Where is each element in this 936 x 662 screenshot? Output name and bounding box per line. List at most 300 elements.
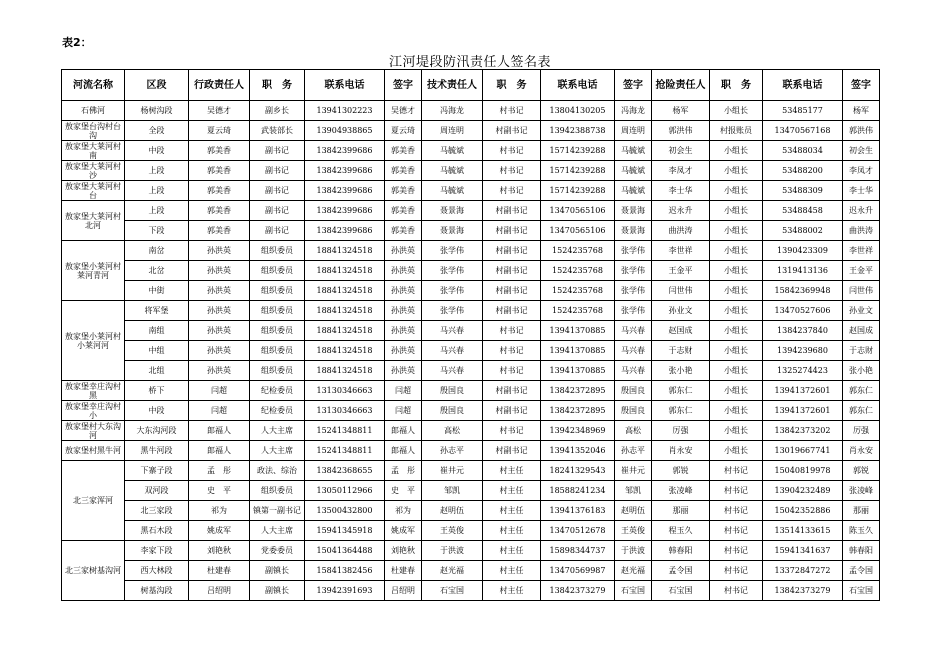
admin-person-cell: 史 平 [189, 481, 250, 501]
tech-signature-cell: 马毓斌 [615, 181, 652, 201]
tech-phone-cell: 13941370885 [541, 361, 615, 381]
section-cell: 下寨子段 [125, 461, 189, 481]
admin-person-cell: 姚成军 [189, 521, 250, 541]
rescue-phone-cell: 13904232489 [763, 481, 843, 501]
admin-position-cell: 镇第一副书记 [250, 501, 305, 521]
tech-phone-cell: 13941370885 [541, 341, 615, 361]
admin-person-cell: 吴德才 [189, 101, 250, 121]
section-cell: 下段 [125, 221, 189, 241]
admin-position-cell: 副乡长 [250, 101, 305, 121]
tech-person-cell: 殷国良 [422, 401, 483, 421]
tech-signature-cell: 崔井元 [615, 461, 652, 481]
river-name: 敖家堡大莱河村台 [65, 181, 121, 200]
tech-position-cell: 村副书记 [483, 441, 541, 461]
rescue-signature-cell: 孙业文 [843, 301, 880, 321]
header-tech-phone: 联系电话 [541, 70, 615, 101]
tech-person-cell: 赵光福 [422, 561, 483, 581]
admin-person-cell: 祁为 [189, 501, 250, 521]
tech-phone-cell: 15714239288 [541, 141, 615, 161]
table-row [62, 341, 880, 361]
table-row [62, 321, 880, 341]
tech-person-cell: 殷国良 [422, 381, 483, 401]
rescue-signature-cell: 张凌峰 [843, 481, 880, 501]
rescue-phone-cell: 1325274423 [763, 361, 843, 381]
tech-signature-cell: 冯海龙 [615, 101, 652, 121]
rescue-position-cell: 村书记 [710, 581, 763, 601]
table-row [62, 581, 880, 601]
table-row [62, 121, 880, 141]
tech-signature-cell: 赵光福 [615, 561, 652, 581]
rescue-position-cell: 村书记 [710, 561, 763, 581]
section-cell: 杨树沟段 [125, 101, 189, 121]
rescue-person-cell: 李凤才 [652, 161, 710, 181]
admin-phone-cell: 15241348811 [305, 441, 385, 461]
admin-phone-cell: 18841324518 [305, 341, 385, 361]
page-title: 江河堤段防汛责任人签名表 [389, 55, 552, 70]
table-number-label: 表2： [62, 36, 92, 49]
admin-position-cell: 人大主席 [250, 521, 305, 541]
section-cell: 上段 [125, 181, 189, 201]
admin-position-cell: 组织委员 [250, 241, 305, 261]
admin-signature-cell: 郭美香 [385, 201, 422, 221]
rescue-signature-cell: 张小艳 [843, 361, 880, 381]
admin-signature-cell: 吕绍明 [385, 581, 422, 601]
rescue-signature-cell: 闫世伟 [843, 281, 880, 301]
rescue-position-cell: 村书记 [710, 481, 763, 501]
responsibility-table [61, 69, 880, 601]
section-cell: 北三家段 [125, 501, 189, 521]
river-name-cell [62, 181, 125, 201]
river-name: 敖家堡小莱河村小莱河河 [65, 331, 121, 350]
tech-phone-cell: 15714239288 [541, 161, 615, 181]
rescue-person-cell: 孟令国 [652, 561, 710, 581]
rescue-position-cell: 小组长 [710, 341, 763, 361]
admin-position-cell: 纪检委员 [250, 401, 305, 421]
admin-position-cell: 人大主席 [250, 421, 305, 441]
tech-position-cell: 村书记 [483, 181, 541, 201]
river-name: 敖家堡大莱河村南 [65, 141, 121, 160]
river-name: 敖家堡村黑牛河 [65, 446, 121, 455]
tech-phone-cell: 1524235768 [541, 281, 615, 301]
admin-person-cell: 杜建春 [189, 561, 250, 581]
tech-signature-cell: 殷国良 [615, 381, 652, 401]
rescue-position-cell: 小组长 [710, 421, 763, 441]
tech-person-cell: 赵明伍 [422, 501, 483, 521]
rescue-person-cell: 李世祥 [652, 241, 710, 261]
section-cell: 桥下 [125, 381, 189, 401]
tech-phone-cell: 13842372895 [541, 401, 615, 421]
rescue-person-cell: 郭洪伟 [652, 121, 710, 141]
rescue-position-cell: 小组长 [710, 361, 763, 381]
tech-person-cell: 王英俊 [422, 521, 483, 541]
admin-position-cell: 组织委员 [250, 361, 305, 381]
table-row [62, 181, 880, 201]
rescue-phone-cell: 13842373279 [763, 581, 843, 601]
rescue-signature-cell: 肖永安 [843, 441, 880, 461]
admin-person-cell: 闫超 [189, 401, 250, 421]
rescue-signature-cell: 石宝国 [843, 581, 880, 601]
tech-person-cell: 张学伟 [422, 261, 483, 281]
admin-signature-cell: 杜建春 [385, 561, 422, 581]
rescue-signature-cell: 王金平 [843, 261, 880, 281]
admin-signature-cell: 郭美香 [385, 141, 422, 161]
rescue-position-cell: 小组长 [710, 281, 763, 301]
admin-signature-cell: 郎福人 [385, 421, 422, 441]
rescue-person-cell: 闫世伟 [652, 281, 710, 301]
tech-signature-cell: 马兴春 [615, 341, 652, 361]
rescue-signature-cell: 杨军 [843, 101, 880, 121]
rescue-phone-cell: 13372847272 [763, 561, 843, 581]
rescue-signature-cell: 郭东仁 [843, 381, 880, 401]
admin-position-cell: 组织委员 [250, 301, 305, 321]
admin-phone-cell: 13842399686 [305, 221, 385, 241]
rescue-position-cell: 小组长 [710, 141, 763, 161]
admin-signature-cell: 孙洪英 [385, 301, 422, 321]
section-cell: 北组 [125, 361, 189, 381]
admin-signature-cell: 郭美香 [385, 181, 422, 201]
tech-person-cell: 聂景海 [422, 221, 483, 241]
admin-person-cell: 吕绍明 [189, 581, 250, 601]
rescue-signature-cell: 初会生 [843, 141, 880, 161]
admin-person-cell: 郭美香 [189, 201, 250, 221]
table-row [62, 461, 880, 481]
admin-position-cell: 党委委员 [250, 541, 305, 561]
admin-position-cell: 副镇长 [250, 581, 305, 601]
river-name-cell [62, 161, 125, 181]
tech-signature-cell: 聂景海 [615, 221, 652, 241]
rescue-person-cell: 赵国成 [652, 321, 710, 341]
rescue-signature-cell: 郭东仁 [843, 401, 880, 421]
tech-signature-cell: 马毓斌 [615, 161, 652, 181]
river-name: 敖家堡幸庄沟村黑 [65, 381, 121, 400]
rescue-position-cell: 小组长 [710, 441, 763, 461]
river-name: 敖家堡台沟村台沟 [65, 121, 121, 140]
admin-position-cell: 组织委员 [250, 341, 305, 361]
rescue-person-cell: 张凌峰 [652, 481, 710, 501]
tech-position-cell: 村主任 [483, 541, 541, 561]
tech-signature-cell: 殷国良 [615, 401, 652, 421]
tech-signature-cell: 高松 [615, 421, 652, 441]
rescue-phone-cell: 1384237840 [763, 321, 843, 341]
river-name-cell [62, 421, 125, 441]
admin-person-cell: 郎福人 [189, 421, 250, 441]
river-name-cell [62, 301, 125, 381]
header-tech-signature: 签字 [615, 70, 652, 101]
rescue-signature-cell: 郭锐 [843, 461, 880, 481]
tech-position-cell: 村书记 [483, 361, 541, 381]
section-cell: 中段 [125, 141, 189, 161]
tech-position-cell: 村副书记 [483, 221, 541, 241]
tech-person-cell: 冯海龙 [422, 101, 483, 121]
tech-position-cell: 村主任 [483, 501, 541, 521]
tech-position-cell: 村主任 [483, 581, 541, 601]
river-name-cell [62, 141, 125, 161]
rescue-signature-cell: 厉强 [843, 421, 880, 441]
rescue-person-cell: 石宝国 [652, 581, 710, 601]
river-name-cell [62, 241, 125, 301]
admin-person-cell: 刘艳秋 [189, 541, 250, 561]
rescue-phone-cell: 1394239680 [763, 341, 843, 361]
rescue-position-cell: 村书记 [710, 501, 763, 521]
admin-person-cell: 郎福人 [189, 441, 250, 461]
admin-signature-cell: 刘艳秋 [385, 541, 422, 561]
admin-person-cell: 孙洪英 [189, 361, 250, 381]
tech-person-cell: 马兴春 [422, 361, 483, 381]
tech-signature-cell: 张学伟 [615, 301, 652, 321]
river-name: 敖家堡幸庄沟村小 [65, 401, 121, 420]
admin-phone-cell: 13842368655 [305, 461, 385, 481]
tech-person-cell: 周连明 [422, 121, 483, 141]
rescue-phone-cell: 13470527606 [763, 301, 843, 321]
rescue-person-cell: 郭东仁 [652, 401, 710, 421]
admin-person-cell: 郭美香 [189, 181, 250, 201]
river-name-cell [62, 441, 125, 461]
rescue-phone-cell: 53488002 [763, 221, 843, 241]
tech-position-cell: 村书记 [483, 341, 541, 361]
admin-position-cell: 武装部长 [250, 121, 305, 141]
rescue-signature-cell: 孟令国 [843, 561, 880, 581]
tech-position-cell: 村副书记 [483, 281, 541, 301]
rescue-person-cell: 王金平 [652, 261, 710, 281]
table-row [62, 541, 880, 561]
admin-signature-cell: 闫超 [385, 381, 422, 401]
tech-phone-cell: 13941376183 [541, 501, 615, 521]
table-row [62, 501, 880, 521]
header-rescue-person: 抢险责任人 [652, 70, 710, 101]
rescue-position-cell: 小组长 [710, 241, 763, 261]
admin-phone-cell: 18841324518 [305, 281, 385, 301]
rescue-person-cell: 李士华 [652, 181, 710, 201]
admin-signature-cell: 孙洪英 [385, 321, 422, 341]
admin-signature-cell: 祁为 [385, 501, 422, 521]
rescue-signature-cell: 李凤才 [843, 161, 880, 181]
admin-signature-cell: 孙洪英 [385, 241, 422, 261]
table-row [62, 441, 880, 461]
admin-signature-cell: 姚成军 [385, 521, 422, 541]
tech-phone-cell: 1524235768 [541, 261, 615, 281]
river-name-cell [62, 121, 125, 141]
admin-signature-cell: 郎福人 [385, 441, 422, 461]
tech-signature-cell: 张学伟 [615, 241, 652, 261]
section-cell: 上段 [125, 161, 189, 181]
table-row [62, 381, 880, 401]
admin-position-cell: 组织委员 [250, 481, 305, 501]
admin-person-cell: 孟 彤 [189, 461, 250, 481]
tech-phone-cell: 1524235768 [541, 301, 615, 321]
admin-phone-cell: 13130346663 [305, 401, 385, 421]
section-cell: 全段 [125, 121, 189, 141]
admin-signature-cell: 郭美香 [385, 161, 422, 181]
tech-position-cell: 村主任 [483, 481, 541, 501]
admin-phone-cell: 15041364488 [305, 541, 385, 561]
tech-signature-cell: 聂景海 [615, 201, 652, 221]
table-row [62, 241, 880, 261]
admin-signature-cell: 郭美香 [385, 221, 422, 241]
rescue-signature-cell: 李世祥 [843, 241, 880, 261]
admin-person-cell: 孙洪英 [189, 321, 250, 341]
header-tech-position: 职 务 [483, 70, 541, 101]
river-name: 北三家浑河 [73, 496, 113, 505]
tech-phone-cell: 1524235768 [541, 241, 615, 261]
rescue-signature-cell: 于志财 [843, 341, 880, 361]
admin-position-cell: 组织委员 [250, 281, 305, 301]
rescue-phone-cell: 13842373202 [763, 421, 843, 441]
section-cell: 李家下段 [125, 541, 189, 561]
admin-signature-cell: 夏云琦 [385, 121, 422, 141]
rescue-phone-cell: 53488309 [763, 181, 843, 201]
tech-person-cell: 马兴春 [422, 341, 483, 361]
admin-position-cell: 副书记 [250, 221, 305, 241]
admin-position-cell: 副书记 [250, 181, 305, 201]
admin-position-cell: 副书记 [250, 141, 305, 161]
header-admin-signature: 签字 [385, 70, 422, 101]
river-name-cell [62, 401, 125, 421]
rescue-person-cell: 郭东仁 [652, 381, 710, 401]
rescue-phone-cell: 13941372601 [763, 401, 843, 421]
tech-position-cell: 村副书记 [483, 401, 541, 421]
rescue-person-cell: 初会生 [652, 141, 710, 161]
rescue-person-cell: 郭锐 [652, 461, 710, 481]
rescue-position-cell: 村报账员 [710, 121, 763, 141]
rescue-phone-cell: 15941341637 [763, 541, 843, 561]
admin-person-cell: 夏云琦 [189, 121, 250, 141]
admin-signature-cell: 孙洪英 [385, 361, 422, 381]
admin-position-cell: 副书记 [250, 201, 305, 221]
tech-position-cell: 村书记 [483, 321, 541, 341]
rescue-person-cell: 于志财 [652, 341, 710, 361]
tech-position-cell: 村书记 [483, 161, 541, 181]
rescue-signature-cell: 韩春阳 [843, 541, 880, 561]
table-row [62, 421, 880, 441]
rescue-phone-cell: 53488034 [763, 141, 843, 161]
rescue-position-cell: 小组长 [710, 161, 763, 181]
rescue-person-cell: 那丽 [652, 501, 710, 521]
admin-person-cell: 闫超 [189, 381, 250, 401]
tech-person-cell: 崔井元 [422, 461, 483, 481]
section-cell: 黑石木段 [125, 521, 189, 541]
admin-position-cell: 政法、综治 [250, 461, 305, 481]
table-row [62, 401, 880, 421]
tech-person-cell: 马毓斌 [422, 161, 483, 181]
rescue-phone-cell: 15042352886 [763, 501, 843, 521]
tech-position-cell: 村副书记 [483, 301, 541, 321]
tech-phone-cell: 18588241234 [541, 481, 615, 501]
tech-phone-cell: 13470565106 [541, 201, 615, 221]
admin-phone-cell: 13842399686 [305, 141, 385, 161]
admin-position-cell: 组织委员 [250, 261, 305, 281]
admin-phone-cell: 13842399686 [305, 181, 385, 201]
tech-position-cell: 村书记 [483, 421, 541, 441]
rescue-person-cell: 厉强 [652, 421, 710, 441]
rescue-person-cell: 曲洪涛 [652, 221, 710, 241]
tech-person-cell: 邹凯 [422, 481, 483, 501]
tech-position-cell: 村副书记 [483, 241, 541, 261]
admin-signature-cell: 史 平 [385, 481, 422, 501]
river-name-cell [62, 101, 125, 121]
tech-position-cell: 村副书记 [483, 381, 541, 401]
tech-phone-cell: 13470512678 [541, 521, 615, 541]
tech-person-cell: 高松 [422, 421, 483, 441]
admin-person-cell: 郭美香 [189, 221, 250, 241]
rescue-signature-cell: 陈玉久 [843, 521, 880, 541]
river-name: 敖家堡大莱河村沙 [65, 161, 121, 180]
tech-person-cell: 聂景海 [422, 201, 483, 221]
section-cell: 中街 [125, 281, 189, 301]
rescue-signature-cell: 赵国成 [843, 321, 880, 341]
admin-signature-cell: 孙洪英 [385, 261, 422, 281]
admin-person-cell: 孙洪英 [189, 301, 250, 321]
rescue-person-cell: 杨军 [652, 101, 710, 121]
admin-phone-cell: 18841324518 [305, 361, 385, 381]
section-cell: 南组 [125, 321, 189, 341]
admin-phone-cell: 15941345918 [305, 521, 385, 541]
rescue-signature-cell: 曲洪涛 [843, 221, 880, 241]
header-admin-position: 职 务 [250, 70, 305, 101]
section-cell: 双河段 [125, 481, 189, 501]
rescue-position-cell: 小组长 [710, 101, 763, 121]
section-cell: 黑牛河段 [125, 441, 189, 461]
section-cell: 将军堡 [125, 301, 189, 321]
tech-position-cell: 村主任 [483, 461, 541, 481]
header-tech-person: 技术责任人 [422, 70, 483, 101]
river-name: 石佛河 [81, 106, 105, 115]
river-name: 敖家堡小莱河村莱河青河 [65, 261, 121, 280]
header-row [62, 70, 880, 101]
table-row [62, 141, 880, 161]
tech-person-cell: 孙志平 [422, 441, 483, 461]
rescue-phone-cell: 1390423309 [763, 241, 843, 261]
rescue-position-cell: 村书记 [710, 521, 763, 541]
rescue-position-cell: 小组长 [710, 221, 763, 241]
tech-phone-cell: 13470565106 [541, 221, 615, 241]
river-name: 北三家树基沟河 [65, 566, 121, 575]
section-cell: 中组 [125, 341, 189, 361]
admin-phone-cell: 18841324518 [305, 241, 385, 261]
admin-phone-cell: 18841324518 [305, 261, 385, 281]
tech-phone-cell: 15898344737 [541, 541, 615, 561]
tech-position-cell: 村副书记 [483, 201, 541, 221]
rescue-person-cell: 孙业文 [652, 301, 710, 321]
admin-position-cell: 副镇长 [250, 561, 305, 581]
admin-signature-cell: 吴德才 [385, 101, 422, 121]
tech-person-cell: 马兴春 [422, 321, 483, 341]
tech-person-cell: 马毓斌 [422, 181, 483, 201]
river-name-cell [62, 461, 125, 541]
admin-phone-cell: 13500432800 [305, 501, 385, 521]
admin-signature-cell: 孙洪英 [385, 341, 422, 361]
section-cell: 北岔 [125, 261, 189, 281]
tech-signature-cell: 石宝国 [615, 581, 652, 601]
tech-phone-cell: 13842373279 [541, 581, 615, 601]
admin-phone-cell: 13842399686 [305, 161, 385, 181]
tech-position-cell: 村主任 [483, 521, 541, 541]
rescue-position-cell: 小组长 [710, 181, 763, 201]
header-admin-phone: 联系电话 [305, 70, 385, 101]
tech-phone-cell: 13942388738 [541, 121, 615, 141]
rescue-person-cell: 程玉久 [652, 521, 710, 541]
admin-phone-cell: 15241348811 [305, 421, 385, 441]
rescue-phone-cell: 53488458 [763, 201, 843, 221]
table-row [62, 221, 880, 241]
tech-signature-cell: 马兴春 [615, 321, 652, 341]
section-cell: 中段 [125, 401, 189, 421]
tech-signature-cell: 马毓斌 [615, 141, 652, 161]
section-cell: 南岔 [125, 241, 189, 261]
rescue-person-cell: 韩春阳 [652, 541, 710, 561]
rescue-phone-cell: 13514133615 [763, 521, 843, 541]
tech-person-cell: 张学伟 [422, 301, 483, 321]
header-section: 区段 [125, 70, 189, 101]
